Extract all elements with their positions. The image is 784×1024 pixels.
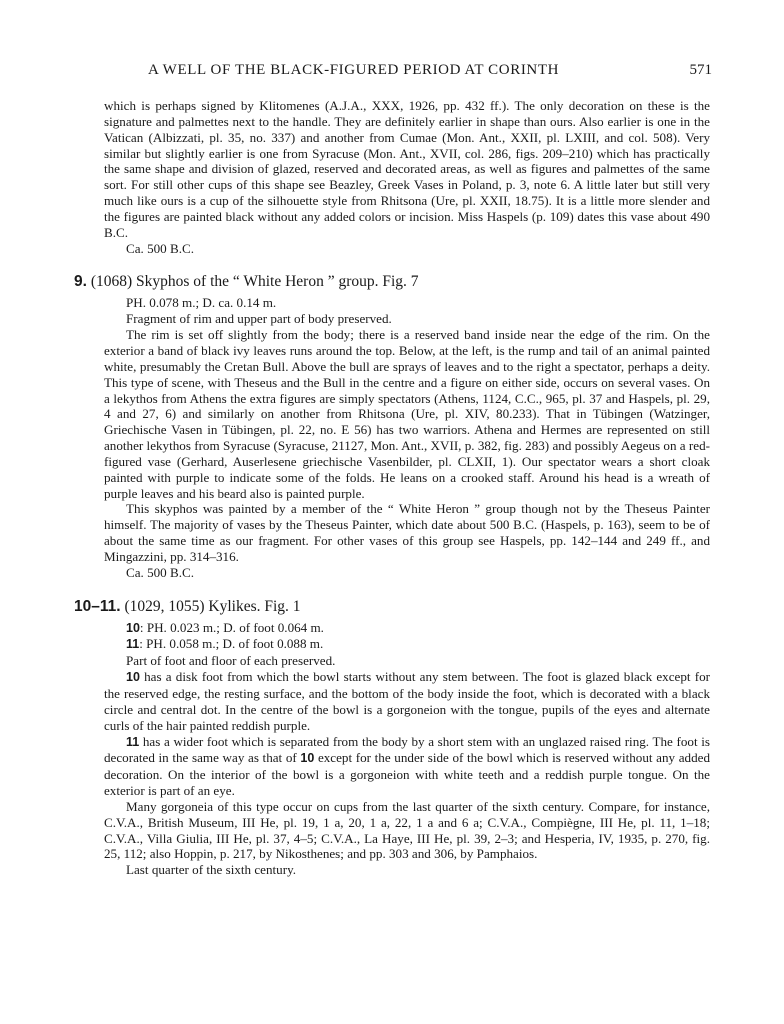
- running-header: [0, 62, 784, 84]
- para-11-text-a: has a wider foot which is separated from the body by a short stem with an unglazed raised ring. The foot is decorated in the same way as that of: [104, 733, 710, 766]
- entry-10-description: [104, 669, 710, 733]
- entry-9-description: The rim is set off slightly from the body; there is a reserved band inside near the edge of the rim. On the exterior a band of black ivy leaves runs around the top. Below, at the left, is the rump and tail of an animal painted white, presumably the Cretan Bull. Above the bull are sprays of leaves and to the right a spectator, perhaps a deity. This type of scene, with Theseus and the Bull in the centre and a figure on either side, occurs on several vases. On a lekythos from Athens the extra figures are simply spectators (Athens, 1124, C.C., 965, pl. 37 and Haspels, pl. 29, 4 and 27, 6) and similarly on another from Rhitsona (Ure, pl. XIV, 80.233). That in Tübingen (Watzinger, Griechische Vasen in Tübingen, pl. 22, no. E 56) has two warriors. Athena and Hermes are represented on still another lekythos from Syracuse (Syracuse, 21127, Mon. Ant., XVII, p. 382, fig. 283) and possibly Aegeus on a red-figured vase (Gerhard, Auserlesene griechische Vasenbilder, pl. CLXII, 1). Our spectator wears a short cloak painted with purple to indicate some of the folds. He leans on a crooked staff. Around his head is a wreath of purple leaves and his beard also is painted purple.: [104, 327, 710, 501]
- entry-9-heading: [74, 272, 710, 292]
- entry-10-11-title: (1029, 1055) Kylikes. Fig. 1: [120, 597, 301, 615]
- para-11-ref: 10: [300, 751, 315, 766]
- entry-10-11-heading: [74, 597, 710, 617]
- intro-date: Ca. 500 B.C.: [126, 240, 195, 256]
- item-11-label: 11: [126, 637, 140, 652]
- entry-10-11-preservation: Part of foot and floor of each preserved.: [126, 653, 336, 669]
- entry-9-date: Ca. 500 B.C.: [126, 564, 195, 580]
- entry-9-dimensions: PH. 0.078 m.; D. ca. 0.14 m.: [126, 295, 277, 311]
- running-title: A WELL OF THE BLACK-FIGURED PERIOD AT CORINTH: [148, 62, 560, 78]
- entry-11-dimensions: [104, 636, 710, 653]
- entry-9-attribution: This skyphos was painted by a member of the “ White Heron ” group though not by the Theseus Painter himself. The majority of vases by the Theseus Painter, which date about 500 B.C. (Haspels, p. 163), seem to be of about the same time as our fragment. For other vases of this group see Haspels, pp. 142–144 and 249 ff., and Mingazzini, pp. 314–316.: [104, 501, 710, 564]
- para-10-label: 10: [126, 670, 140, 685]
- entry-10-11-comparanda: Many gorgoneia of this type occur on cups from the last quarter of the sixth century. Compare, for instance, C.V.A., British Museum, III He, pl. 19, 1 a, 20, 1 a, 22, 1 a and 6 a; C.V.A., Compiègne, III He, pl. 11, 1–18; C.V.A., Villa Giulia, III He, pl. 37, 4–5; C.V.A., La Haye, III He, pl. 39, 2–3; and Hesperia, IV, 1935, p. 270, fig. 25, 112; also Hoppin, p. 217, by Nikosthenes; and pp. 303 and 306, by Pamphaios.: [104, 798, 710, 862]
- entry-9-preservation: Fragment of rim and upper part of body preserved.: [126, 311, 392, 327]
- entry-10-11-number: 10–11.: [74, 597, 121, 615]
- item-11-dimension-text: : PH. 0.058 m.; D. of foot 0.088 m.: [139, 636, 324, 652]
- item-10-label: 10: [126, 620, 140, 635]
- entry-9-number: 9.: [74, 273, 87, 291]
- entry-11-description: [104, 734, 710, 799]
- page-number: 571: [689, 62, 712, 78]
- entry-9-title: (1068) Skyphos of the “ White Heron ” group. Fig. 7: [86, 273, 419, 291]
- entry-10-11-date: Last quarter of the sixth century.: [126, 862, 297, 878]
- main-text: [74, 98, 710, 878]
- entry-10-dimensions: [104, 620, 710, 637]
- item-10-dimension-text: : PH. 0.023 m.; D. of foot 0.064 m.: [139, 619, 324, 635]
- intro-paragraph: which is perhaps signed by Klitomenes (A.J.A., XXX, 1926, pp. 432 ff.). The only decoration on these is the signature and palmettes next to the handle. They are definitely earlier in shape than ours. Also earlier is one in the Vatican (Albizzati, pl. 35, no. 337) and another from Cumae (Mon. Ant., XXII, pl. LXIII, and col. 508). Very similar but slightly earlier is one from Syracuse (Mon. Ant., XVII, col. 286, figs. 209–210) which has practically the same shape and division of glazed, reserved and decorated areas, as well as figures and palmettes of the same sort. For still other cups of this shape see Beazley, Greek Vases in Poland, p. 3, note 6. A little later but still very much like ours is a cup of the silhouette style from Rhitsona (Ure, pl. XXII, 18.75). It is a little more slender and the figures are painted black without any added colors or incision. Miss Haspels (p. 109) dates this vase about 490 B.C.: [104, 98, 710, 240]
- para-11-label: 11: [126, 734, 140, 749]
- para-11-text-b: except for the under side of the bowl which is reserved without any added decoration. On the interior of the bowl is a gorgoneion with white teeth and a reddish purple tongue. On the exterior is part of an eye.: [104, 750, 710, 799]
- para-10-text: has a disk foot from which the bowl starts without any stem between. The foot is glazed black except for the reserved edge, the resting surface, and the bottom of the body inside the foot, which is decorated with a black circle and central dot. In the centre of the bowl is a gorgoneion with the tongue, pupils of the eyes and alternate curls of the hair painted reddish purple.: [104, 669, 710, 733]
